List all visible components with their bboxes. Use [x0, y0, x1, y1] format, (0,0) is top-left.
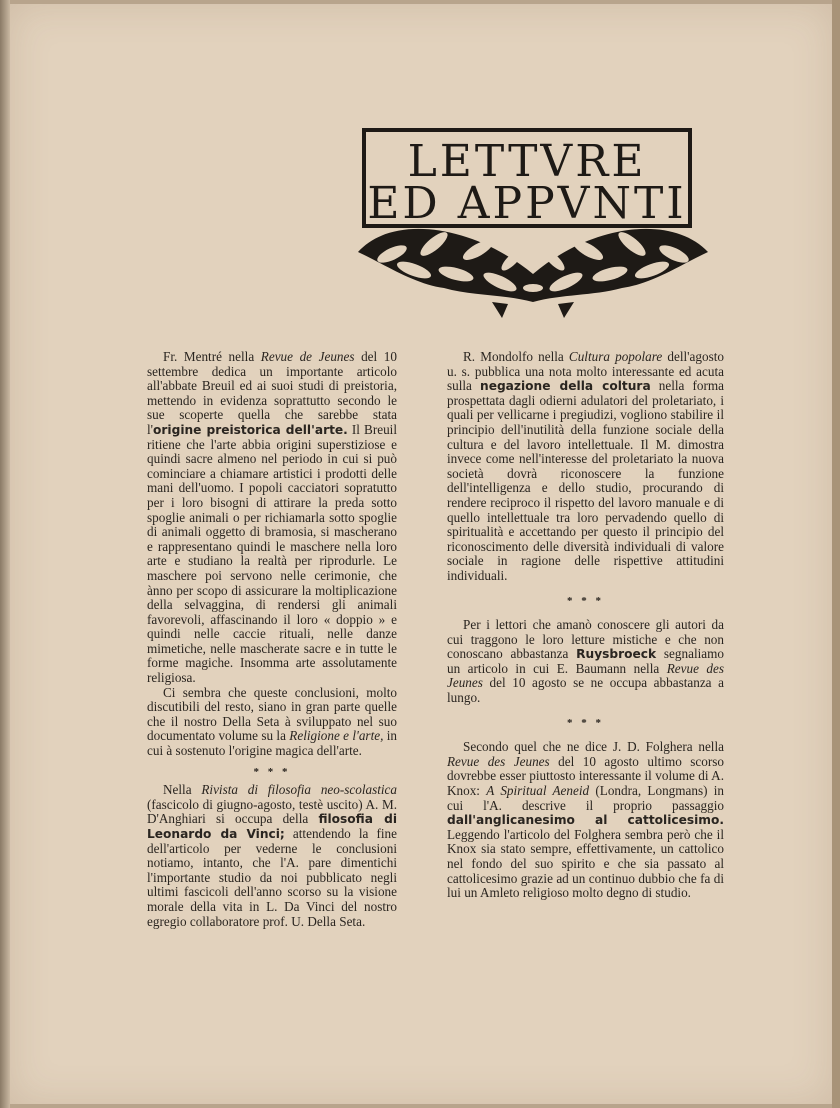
- book-spine: [0, 0, 10, 1108]
- paragraph-mentre: Fr. Mentré nella Revue de Jeunes del 10 settembre dedica un importante articolo all'abbate Breuil ed ai suoi studi di preistoria, mettendo in evidenza soprattutto secondo le sue scoperte quella che sarebbe stata l'origine preistorica dell'arte. Il Breuil ritiene che l'arte abbia origini superstiziose e quindi sacre almeno nel periodo in cui si può cominciare a chiamare artistici i prodotti delle mani dell'uomo. I popoli cacciatori sopratutto per i loro bisogni di attirare la preda sotto spoglie animali o per richiamarla sotto spoglie di animali oggetto di bramosia, si mascherano e rappresentano quindi le maschere nella loro arte e studiano la realtà per riprodurle. Le maschere poi servono nelle cerimonie, che ànno per scopo di assicurare la moltiplicazione della selvaggina, di rendersi gli animali favorevoli, affascinando il loro « doppio » e quindi nelle caccie rituali, nelle danze mimetiche, nelle mascherate sacre e in tutte le forme magiche. Insomma arte assolutamente religiosa.: [147, 349, 397, 686]
- section-divider: * * *: [567, 594, 604, 607]
- paragraph-folghera: Secondo quel che ne dice J. D. Folghera nella Revue des Jeunes del 10 agosto ultimo scorso dovrebbe esser piuttosto interessante il volume di A. Knox: A Spiritual Aeneid (Londra, Longmans) in cui l'A. descrive il proprio passaggio dall'anglicanesimo al cattolicesimo. Leggendo l'articolo del Folghera sembra però che il Knox sia stato sempre, effettivamente, un cattolico nel fondo del suo spirito e che sia passato al cattolicesimo grazie ad un continuo dubbio che fa di lui un Amleto religioso molto degno di studio.: [447, 739, 725, 901]
- section-header: [352, 124, 714, 320]
- paragraph-anghiari: Nella Rivista di filosofia neo-scolastica (fascicolo di giugno-agosto, testè uscito) A. M. D'Anghiari si occupa della filosofia di Leonardo da Vinci; attendendo la fine dell'articolo per vederne le conclusioni notiamo, intanto, che l'A. pare dimentichi l'importante studio da noi pubblicato negli ultimi fascicoli dell'anno scorso su la visione morale della vita in L. Da Vinci del nostro egregio collaboratore prof. U. Della Seta.: [147, 782, 397, 929]
- section-divider: * * *: [567, 716, 604, 729]
- section-divider: * * *: [253, 765, 291, 778]
- title-frame: [362, 128, 692, 228]
- paragraph-mondolfo: R. Mondolfo nella Cultura popolare dell'agosto u. s. pubblica una nota molto interessante ed acuta sulla negazione della coltura nella forma prospettata dagli odierni adulatori del proletariato, i quali per vellicarne i pregiudizi, vogliono stabilire il principio dell'inutilità della funzione sociale della cultura e del lavoro intellettuale. Il M. dimostra invece come nell'interesse del proletariato la nuova società dovrà riconoscere la funzione dell'intelligenza e dello studio, procurando di rendere reciproco il rispetto del lavoro manuale e di quello intellettuale tra loro pervadendo quello di spiritualità e accettando per questo il principio del riconoscimento delle diversità individuali di valore sociale in ragione delle rispettive attitudini individuali.: [447, 349, 724, 583]
- title-line-1: LETTVRE: [407, 136, 647, 187]
- page-edge: [832, 0, 840, 1108]
- left-column: [147, 350, 397, 929]
- paragraph-della-seta: Ci sembra che queste conclusioni, molto discutibili del resto, siano in gran parte quelle che il nostro Della Seta à sviluppato nel suo documentato volume su la Religione e l'arte, in cui à sostenuto l'origine magica dell'arte.: [147, 684, 397, 759]
- title-line-2: ED APPVNTI: [367, 178, 687, 229]
- right-column: [447, 350, 724, 901]
- paragraph-ruysbroeck: Per i lettori che amanò conoscere gli autori da cui traggono le loro letture mistiche e che non conoscano abbastanza Ruysbroeck segnaliamo un articolo in cui E. Baumann nella Revue des Jeunes del 10 agosto se ne occupa abbastanza a lungo.: [447, 617, 724, 706]
